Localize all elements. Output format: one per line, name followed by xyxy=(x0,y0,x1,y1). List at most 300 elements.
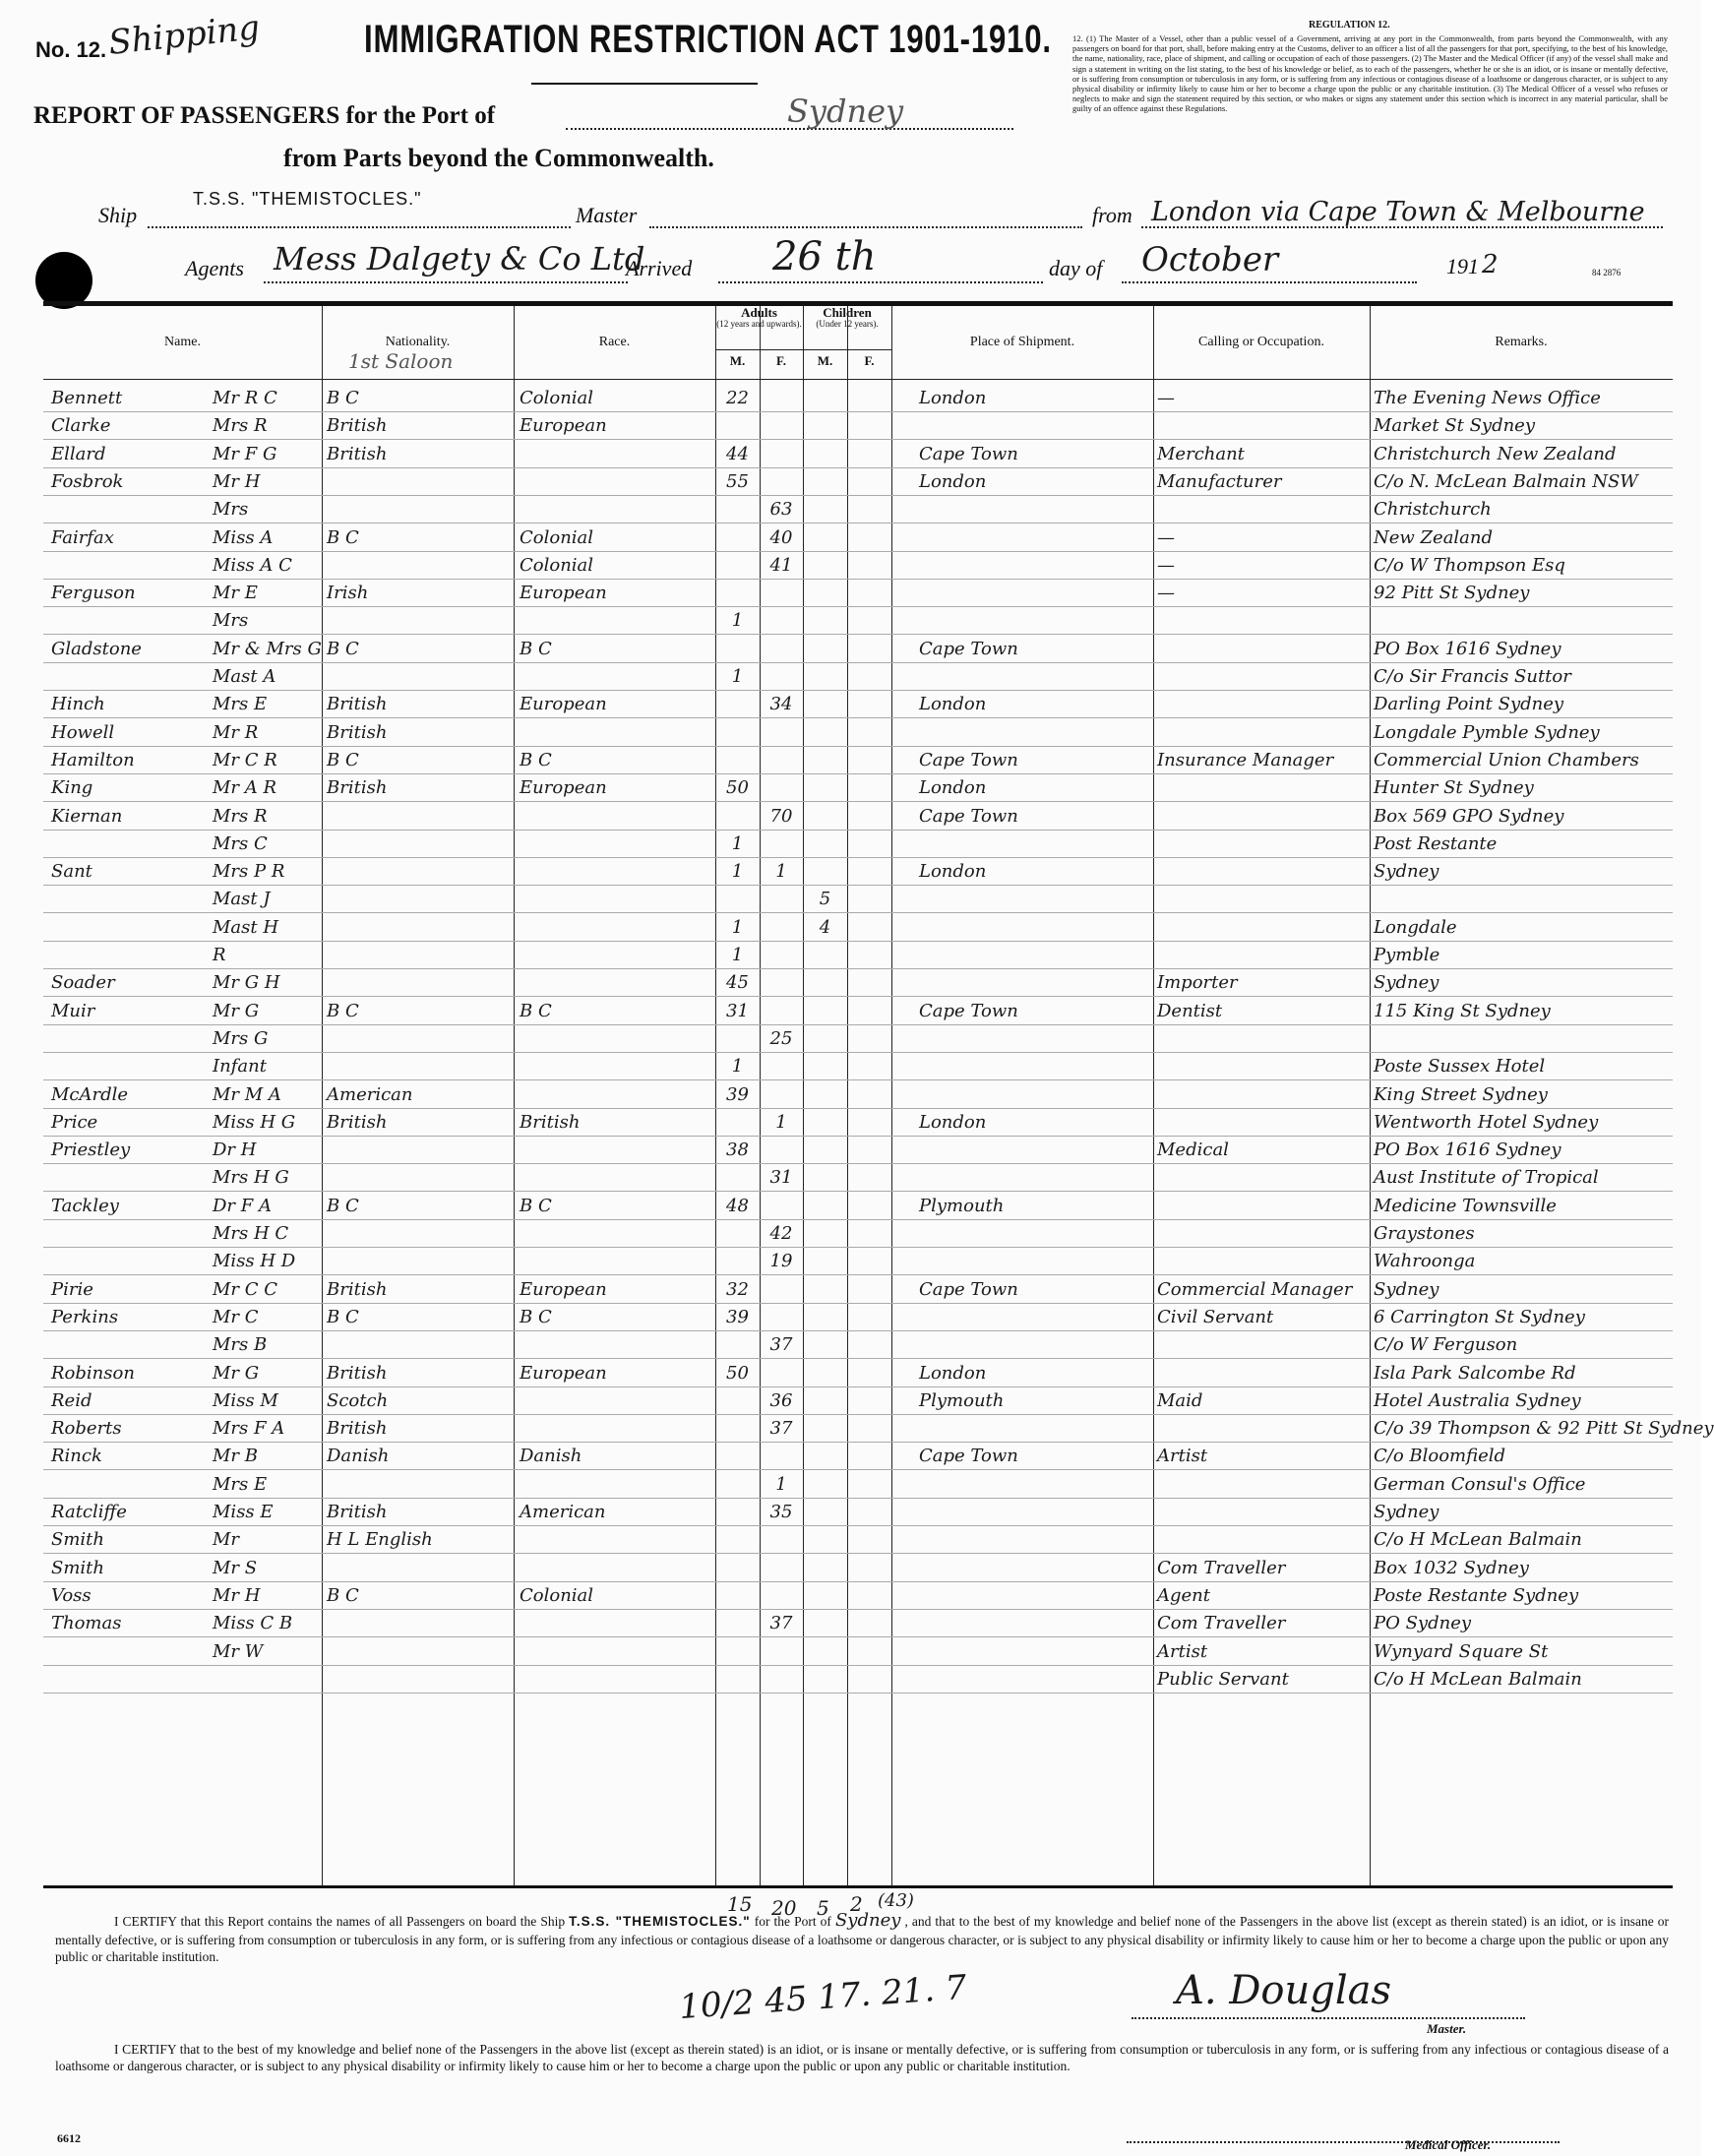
form-number-handwritten: Shipping xyxy=(106,8,262,63)
cell-cf xyxy=(847,1526,891,1553)
cell-surname: McArdle xyxy=(51,1083,129,1105)
master-signature: A. Douglas xyxy=(1176,1968,1392,2013)
cell-remarks: Hunter St Sydney xyxy=(1374,777,1534,799)
cell-surname xyxy=(51,663,209,690)
medical-certificate: I CERTIFY that to the best of my knowledge and belief none of the Passengers in the above list (except as therein stated) is an idiot, or is insane or mentally defective, or is suffering from consumption or tuberculosis in any form, or is suffering from any infectious or contagious disease of a loathsome or dangerous character, or is subject to any physical disability or infirmity likely to cause him or her to become a charge upon the public or upon any public or charitable institution. xyxy=(55,2042,1669,2074)
table-row xyxy=(43,831,1673,858)
cell-surname: Tackley xyxy=(51,1195,119,1216)
cell-nat: H L English xyxy=(327,1529,433,1551)
cell-race: B C xyxy=(520,1195,552,1216)
cell-remarks: C/o 39 Thompson & 92 Pitt St Sydney xyxy=(1374,1418,1714,1440)
total-children-f: 2 xyxy=(850,1892,863,1916)
cell-remarks: Sydney xyxy=(1374,972,1439,994)
regulation-text: 12. (1) The Master of a Vessel, other than a public vessel of a Government, arriving at any port in the Commonwealth, from parts beyond the Commonwealth, with any passengers on board for that port, shall, before making entry at the Customs, deliver to an officer a list of all the passengers for that port, specifying, to the best of his knowledge, the name, nationality, race, place of shipment, and calling or occupation of each of those passengers. (2) The Master and the Medical Officer (if any) of the vessel shall make and sign a statement in writing on the list stating, to the best of his knowledge or belief, as to each of the passengers, whether he or she is an idiot, or is insane or mentally defective, or is suffering from consumption or tuberculosis in any form, or is suffering from any infectious or contagious disease of a loathsome or dangerous character, or is subject to any physical disability or infirmity likely to cause him or her to become a charge upon the public or any charitable institution. (3) The Medical Officer of a vessel who refuses or neglects to make and sign the statement required by this section, or who makes or signs any statement under this section which is incorrect in any material particular, shall be guilty of an offence against these Regulations. xyxy=(1072,33,1668,114)
cell-surname xyxy=(51,1666,209,1693)
cell-race: B C xyxy=(520,1000,552,1021)
cell-cm: 5 xyxy=(819,889,831,910)
cell-given: Miss M xyxy=(213,1389,278,1411)
cell-af xyxy=(760,914,803,941)
cell-place xyxy=(919,1053,1151,1079)
cell-af xyxy=(760,886,803,912)
cell-am xyxy=(715,552,760,579)
cell-race xyxy=(520,1248,712,1274)
cell-cf xyxy=(847,1666,891,1693)
cell-surname: Price xyxy=(51,1111,98,1133)
cell-cf xyxy=(847,1025,891,1052)
cell-race: B C xyxy=(520,1306,552,1327)
cell-cm xyxy=(803,1304,847,1330)
cell-race: British xyxy=(520,1111,581,1133)
cell-nat xyxy=(327,552,510,579)
cell-given: Miss A C xyxy=(213,554,292,576)
cell-calling: Com Traveller xyxy=(1157,1557,1286,1578)
cell-calling: — xyxy=(1157,388,1175,408)
cell-calling xyxy=(1157,1109,1368,1136)
cell-place xyxy=(919,1415,1151,1442)
cell-surname: Ratcliffe xyxy=(51,1502,127,1522)
cell-nat xyxy=(327,1220,510,1247)
cell-nat: British xyxy=(327,694,388,715)
cell-am xyxy=(715,1331,760,1358)
cell-place xyxy=(919,1499,1151,1525)
arrived-dotted-line xyxy=(718,281,1043,283)
cell-cm xyxy=(803,1666,847,1693)
cell-place: Cape Town xyxy=(919,638,1018,659)
cell-race xyxy=(520,719,712,746)
agents-handwritten: Mess Dalgety & Co Ltd xyxy=(274,240,645,277)
cell-calling: Commercial Manager xyxy=(1157,1278,1353,1300)
cell-place xyxy=(919,496,1151,523)
cell-cf xyxy=(847,914,891,941)
cell-cm xyxy=(803,1248,847,1274)
cell-af xyxy=(760,719,803,746)
col-header-place: Place of Shipment. xyxy=(969,334,1075,349)
cell-race xyxy=(520,1081,712,1108)
col-header-nationality: Nationality. xyxy=(385,334,451,349)
cell-calling xyxy=(1157,914,1368,941)
cell-given xyxy=(213,1666,319,1693)
cell-calling: Artist xyxy=(1157,1640,1208,1662)
cell-calling: Agent xyxy=(1157,1584,1210,1606)
cell-cf xyxy=(847,496,891,523)
ship-dotted-line xyxy=(148,226,571,228)
cell-remarks: Market St Sydney xyxy=(1374,415,1536,437)
cell-surname: King xyxy=(51,777,93,799)
cell-am: 31 xyxy=(726,1000,749,1021)
cell-af xyxy=(760,1555,803,1581)
cell-race: B C xyxy=(520,638,552,659)
cell-place xyxy=(919,1220,1151,1247)
cell-remarks: Graystones xyxy=(1374,1223,1475,1244)
cell-af: 41 xyxy=(769,554,793,576)
cell-nat: B C xyxy=(327,526,359,548)
cell-cf xyxy=(847,942,891,968)
cell-cm: 4 xyxy=(819,916,831,938)
cell-nat xyxy=(327,803,510,830)
ship-name: T.S.S. "THEMISTOCLES." xyxy=(193,189,422,209)
table-row xyxy=(43,468,1673,496)
cell-cm xyxy=(803,998,847,1024)
cell-am: 50 xyxy=(726,777,749,799)
cell-calling xyxy=(1157,1248,1368,1274)
cell-cm xyxy=(803,412,847,439)
cell-cm xyxy=(803,1137,847,1163)
cell-remarks: Sydney xyxy=(1374,1278,1439,1300)
cell-am xyxy=(715,1610,760,1636)
cell-given: R xyxy=(213,945,226,965)
cell-am: 50 xyxy=(726,1362,749,1384)
cell-am xyxy=(715,1164,760,1191)
cell-place xyxy=(919,1081,1151,1108)
cell-race: American xyxy=(520,1502,606,1522)
cell-surname: Fairfax xyxy=(51,526,114,548)
cell-place: London xyxy=(919,694,987,715)
cell-cf xyxy=(847,858,891,885)
cell-nat xyxy=(327,496,510,523)
cell-af: 34 xyxy=(769,694,793,715)
cell-cf xyxy=(847,1164,891,1191)
cell-race xyxy=(520,831,712,857)
cell-remarks: PO Box 1616 Sydney xyxy=(1374,1140,1561,1161)
cell-nat xyxy=(327,969,510,996)
cell-calling: Dentist xyxy=(1157,1000,1223,1021)
cell-am: 44 xyxy=(726,443,749,464)
passenger-table xyxy=(43,301,1714,1920)
table-row xyxy=(43,719,1673,747)
cell-place xyxy=(919,1471,1151,1498)
cell-race xyxy=(520,942,712,968)
cell-remarks: Pymble xyxy=(1374,945,1440,965)
table-row xyxy=(43,1276,1673,1304)
cell-race xyxy=(520,496,712,523)
cell-race: European xyxy=(520,1362,607,1384)
cell-af: 25 xyxy=(769,1027,793,1049)
cell-race xyxy=(520,1331,712,1358)
cell-am: 1 xyxy=(731,1056,744,1078)
cell-nat: B C xyxy=(327,1000,359,1021)
cell-given: Dr H xyxy=(213,1140,257,1161)
table-row xyxy=(43,607,1673,635)
cell-place xyxy=(919,1638,1151,1665)
cell-given: Infant xyxy=(213,1056,267,1078)
cell-af: 40 xyxy=(769,526,793,548)
col-header-name: Name. xyxy=(164,334,201,349)
cell-calling: — xyxy=(1157,526,1175,548)
cell-remarks: Hotel Australia Sydney xyxy=(1374,1389,1581,1411)
master-signature-line xyxy=(1132,2017,1525,2019)
master-signature-label: Master. xyxy=(1427,2021,1467,2036)
cell-nat: British xyxy=(327,1278,388,1300)
table-row xyxy=(43,1499,1673,1526)
cell-surname: Reid xyxy=(51,1389,92,1411)
cell-nat: British xyxy=(327,1111,388,1133)
cell-am xyxy=(715,1387,760,1414)
cell-remarks: Isla Park Salcombe Rd xyxy=(1374,1362,1576,1384)
cell-remarks: C/o H McLean Balmain xyxy=(1374,1529,1582,1551)
cell-am: 1 xyxy=(731,916,744,938)
cell-place xyxy=(919,914,1151,941)
cell-af xyxy=(760,663,803,690)
cell-nat: B C xyxy=(327,1195,359,1216)
medical-officer-label: Medical Officer. xyxy=(1405,2137,1492,2152)
cell-calling xyxy=(1157,691,1368,717)
cell-am: 55 xyxy=(726,470,749,492)
cell-surname: Howell xyxy=(51,721,115,743)
cell-calling xyxy=(1157,831,1368,857)
cell-remarks: Sydney xyxy=(1374,1502,1439,1522)
cell-place: Cape Town xyxy=(919,805,1018,827)
cell-place xyxy=(919,831,1151,857)
cell-calling: Civil Servant xyxy=(1157,1306,1274,1327)
cell-nat: B C xyxy=(327,1306,359,1327)
cell-place xyxy=(919,1164,1151,1191)
table-row xyxy=(43,524,1673,552)
cell-af xyxy=(760,1582,803,1609)
cell-af: 1 xyxy=(775,861,787,883)
year-handwritten: 2 xyxy=(1482,250,1499,279)
cell-given: Mr xyxy=(213,1529,240,1551)
cell-surname xyxy=(51,496,209,523)
cell-nat xyxy=(327,1471,510,1498)
cell-race xyxy=(520,1555,712,1581)
cell-given: Mr A R xyxy=(213,777,277,799)
table-row xyxy=(43,914,1673,942)
cell-race xyxy=(520,1025,712,1052)
cell-calling xyxy=(1157,1164,1368,1191)
cell-place xyxy=(919,1025,1151,1052)
cell-remarks: Box 1032 Sydney xyxy=(1374,1557,1529,1578)
cell-af xyxy=(760,1638,803,1665)
table-row xyxy=(43,441,1673,468)
cell-cf xyxy=(847,886,891,912)
cell-surname: Robinson xyxy=(51,1362,135,1384)
cell-calling: Medical xyxy=(1157,1140,1229,1161)
cell-nat xyxy=(327,1164,510,1191)
cell-surname: Pirie xyxy=(51,1278,93,1300)
cell-given: Mr C R xyxy=(213,749,277,770)
from-parts-label: from Parts beyond the Commonwealth. xyxy=(283,144,714,172)
col-header-race: Race. xyxy=(598,334,631,349)
cell-cm xyxy=(803,1276,847,1303)
cell-nat: B C xyxy=(327,638,359,659)
table-row xyxy=(43,1081,1673,1109)
cell-am: 22 xyxy=(726,388,749,408)
cell-cf xyxy=(847,969,891,996)
cell-given: Mast A xyxy=(213,666,276,687)
cell-given: Mr W xyxy=(213,1640,264,1662)
cell-given: Mr S xyxy=(213,1557,258,1578)
cell-nat xyxy=(327,663,510,690)
from-label: from xyxy=(1092,203,1132,227)
cell-calling xyxy=(1157,1471,1368,1498)
cell-given: Mrs R xyxy=(213,805,268,827)
cell-calling xyxy=(1157,663,1368,690)
table-row xyxy=(43,1164,1673,1192)
cell-cf xyxy=(847,1443,891,1469)
cell-calling: — xyxy=(1157,554,1175,576)
cell-af xyxy=(760,607,803,634)
cell-cm xyxy=(803,747,847,773)
cell-surname: Clarke xyxy=(51,415,111,437)
cell-cm xyxy=(803,1220,847,1247)
cell-remarks: The Evening News Office xyxy=(1374,388,1601,408)
cell-calling xyxy=(1157,636,1368,662)
cell-af xyxy=(760,1360,803,1386)
cell-calling xyxy=(1157,1081,1368,1108)
cell-cm xyxy=(803,580,847,606)
cell-surname xyxy=(51,552,209,579)
month-handwritten: October xyxy=(1141,240,1279,279)
cell-af xyxy=(760,998,803,1024)
cell-surname xyxy=(51,1025,209,1052)
cell-cf xyxy=(847,385,891,411)
table-row xyxy=(43,1610,1673,1637)
cell-cm xyxy=(803,1081,847,1108)
cell-place: London xyxy=(919,388,987,408)
cell-race xyxy=(520,969,712,996)
cell-am: 1 xyxy=(731,666,744,687)
cell-af: 37 xyxy=(769,1334,793,1356)
cell-race xyxy=(520,1387,712,1414)
agents-dotted-line xyxy=(264,281,628,283)
cell-cf xyxy=(847,1555,891,1581)
cell-remarks: Poste Restante Sydney xyxy=(1374,1584,1579,1606)
cell-place: Plymouth xyxy=(919,1195,1005,1216)
cell-am xyxy=(715,524,760,551)
cell-af: 19 xyxy=(769,1251,793,1272)
cell-remarks: Wahroonga xyxy=(1374,1251,1476,1272)
cell-nat xyxy=(327,886,510,912)
cell-remarks: Sydney xyxy=(1374,861,1439,883)
total-adults-f: 20 xyxy=(771,1896,797,1920)
cell-given: Mast J xyxy=(213,889,271,910)
cell-race: Colonial xyxy=(520,388,594,408)
arrived-label: Arrived xyxy=(626,256,693,280)
cell-given: Mrs C xyxy=(213,832,268,854)
cell-remarks: C/o W Ferguson xyxy=(1374,1334,1518,1356)
cell-place: London xyxy=(919,470,987,492)
cell-af: 37 xyxy=(769,1418,793,1440)
stamp-note-handwritten: 10/2 45 17. 21. 7 xyxy=(677,1967,968,2028)
cell-race xyxy=(520,886,712,912)
cell-race: European xyxy=(520,583,607,604)
cell-given: Mr R xyxy=(213,721,259,743)
cell-cf xyxy=(847,1499,891,1525)
cell-am xyxy=(715,1582,760,1609)
cell-am xyxy=(715,1415,760,1442)
cell-af xyxy=(760,1137,803,1163)
table-row xyxy=(43,803,1673,831)
cell-remarks xyxy=(1374,1025,1671,1052)
cell-surname: Ferguson xyxy=(51,583,136,604)
cell-cf xyxy=(847,1360,891,1386)
cell-calling xyxy=(1157,412,1368,439)
table-row xyxy=(43,747,1673,774)
cell-cf xyxy=(847,552,891,579)
cell-surname: Soader xyxy=(51,972,115,994)
cell-af: 1 xyxy=(775,1111,787,1133)
table-row xyxy=(43,1248,1673,1275)
from-handwritten: London via Cape Town & Melbourne xyxy=(1151,197,1645,227)
cell-cm xyxy=(803,1610,847,1636)
cell-given: Mr R C xyxy=(213,388,277,408)
cell-remarks: Longdale Pymble Sydney xyxy=(1374,721,1600,743)
cell-remarks: Wentworth Hotel Sydney xyxy=(1374,1111,1599,1133)
year-prefix: 191 xyxy=(1446,254,1479,278)
cell-calling xyxy=(1157,1331,1368,1358)
cell-given: Mrs P R xyxy=(213,861,285,883)
cell-am xyxy=(715,719,760,746)
cell-af xyxy=(760,468,803,495)
cell-race xyxy=(520,441,712,467)
cell-cm xyxy=(803,719,847,746)
table-row xyxy=(43,858,1673,886)
certificate-port: Sydney xyxy=(834,1910,901,1931)
cell-cf xyxy=(847,1220,891,1247)
cell-nat xyxy=(327,1638,510,1665)
cell-cm xyxy=(803,1526,847,1553)
cell-race xyxy=(520,1137,712,1163)
cell-af xyxy=(760,1304,803,1330)
cell-calling xyxy=(1157,1499,1368,1525)
cell-cf xyxy=(847,607,891,634)
cell-given: Dr F A xyxy=(213,1195,272,1216)
cell-race: European xyxy=(520,777,607,799)
cell-remarks: Darling Point Sydney xyxy=(1374,694,1564,715)
cell-race xyxy=(520,914,712,941)
cell-cf xyxy=(847,412,891,439)
cell-nat: British xyxy=(327,415,388,437)
cell-given: Mrs H C xyxy=(213,1223,289,1244)
cell-surname: Roberts xyxy=(51,1418,122,1440)
cell-given: Mr F G xyxy=(213,443,277,464)
cell-race xyxy=(520,468,712,495)
cell-race: European xyxy=(520,694,607,715)
cell-place xyxy=(919,1137,1151,1163)
cell-nat: British xyxy=(327,1502,388,1522)
cell-af xyxy=(760,580,803,606)
cell-surname xyxy=(51,1638,209,1665)
cell-remarks: C/o N. McLean Balmain NSW xyxy=(1374,470,1638,492)
cell-am: 1 xyxy=(731,945,744,965)
cell-af xyxy=(760,385,803,411)
cell-am xyxy=(715,1471,760,1498)
cell-cm xyxy=(803,942,847,968)
cell-surname xyxy=(51,1248,209,1274)
cell-given: Miss E xyxy=(213,1502,274,1522)
cell-cf xyxy=(847,1304,891,1330)
cell-surname: Kiernan xyxy=(51,805,123,827)
cell-af xyxy=(760,1193,803,1219)
cell-surname: Sant xyxy=(51,861,92,883)
cell-place: Cape Town xyxy=(919,1446,1018,1467)
cell-given: Mr H xyxy=(213,470,261,492)
cell-place xyxy=(919,412,1151,439)
cell-cf xyxy=(847,774,891,801)
table-row xyxy=(43,1582,1673,1610)
total-adults-m: 15 xyxy=(727,1892,753,1916)
cell-am xyxy=(715,1443,760,1469)
cell-given: Mr B xyxy=(213,1446,258,1467)
cell-cf xyxy=(847,831,891,857)
cell-calling: Insurance Manager xyxy=(1157,749,1334,770)
col-header-adults-m: M. xyxy=(729,353,746,368)
cell-surname xyxy=(51,914,209,941)
cell-remarks: 115 King St Sydney xyxy=(1374,1000,1551,1021)
table-row xyxy=(43,385,1673,412)
cell-given: Mrs E xyxy=(213,694,268,715)
cell-nat: B C xyxy=(327,1584,359,1606)
